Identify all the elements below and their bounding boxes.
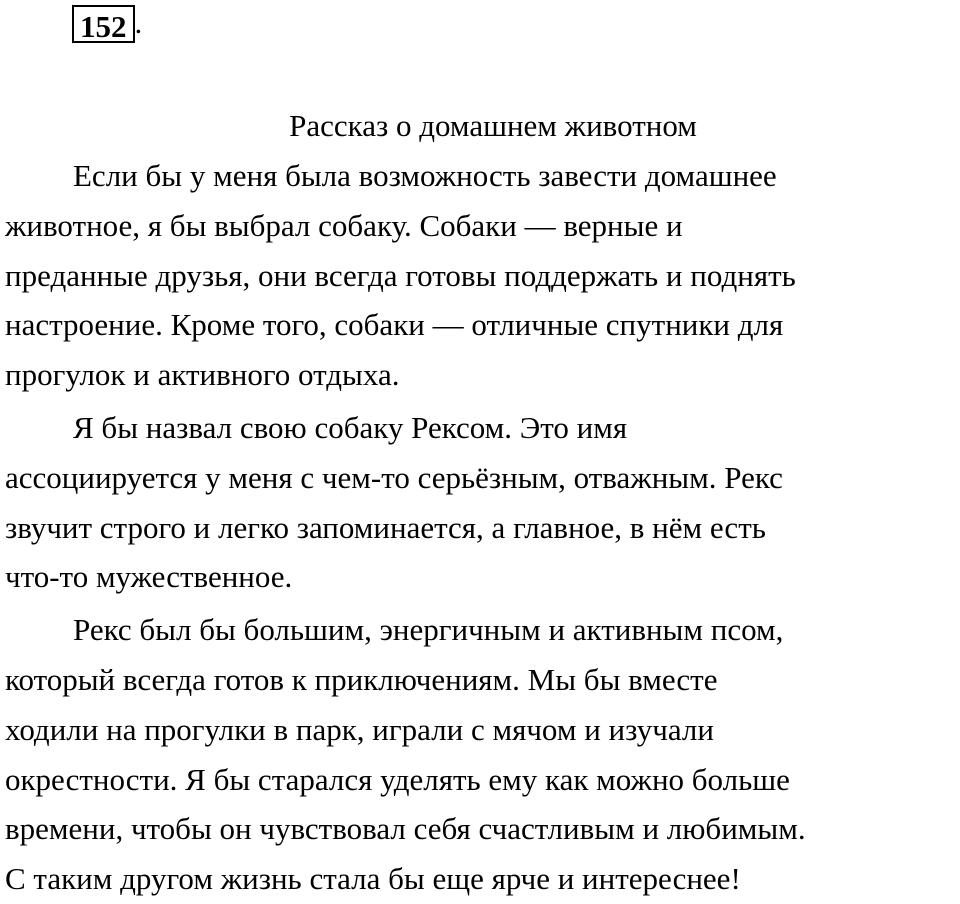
paragraph-line: преданные друзья, они всегда готовы поддержать и поднять	[5, 257, 796, 293]
paragraph-line: который всегда готов к приключениям. Мы бы вместе	[5, 661, 718, 697]
paragraph-line: Я бы назвал свою собаку Рексом. Это имя	[73, 409, 628, 445]
paragraph-line: звучит строго и легко запоминается, а главное, в нём есть	[5, 509, 766, 545]
exercise-number-dot: .	[134, 5, 143, 40]
exercise-number	[72, 3, 142, 43]
paragraph-line: окрестности. Я бы старался уделять ему как можно больше	[5, 761, 790, 797]
paragraph-line: времени, чтобы он чувствовал себя счастливым и любимым.	[5, 811, 806, 847]
document-body	[5, 151, 955, 904]
paragraph-1	[5, 151, 955, 400]
paragraph-line: настроение. Кроме того, собаки — отличные спутники для	[5, 307, 784, 343]
paragraph-2	[5, 403, 955, 602]
paragraph-line: ходили на прогулки в парк, играли с мячом и изучали	[5, 711, 714, 747]
paragraph-line: прогулок и активного отдыха.	[5, 357, 400, 393]
document-title: Рассказ о домашнем животном	[289, 108, 697, 143]
paragraph-line: Рекс был бы большим, энергичным и активным псом,	[73, 612, 784, 648]
exercise-number-box: 152	[72, 5, 135, 43]
paragraph-line: С таким другом жизнь стала бы еще ярче и интереснее!	[5, 861, 741, 897]
paragraph-line: что-то мужественное.	[5, 559, 293, 595]
paragraph-3	[5, 605, 955, 904]
paragraph-line: Если бы у меня была возможность завести домашнее	[73, 158, 777, 193]
paragraph-line: ассоциируется у меня с чем-то серьёзным, отважным. Рекс	[5, 459, 783, 495]
paragraph-line: животное, я бы выбрал собаку. Собаки — верные и	[5, 207, 683, 243]
